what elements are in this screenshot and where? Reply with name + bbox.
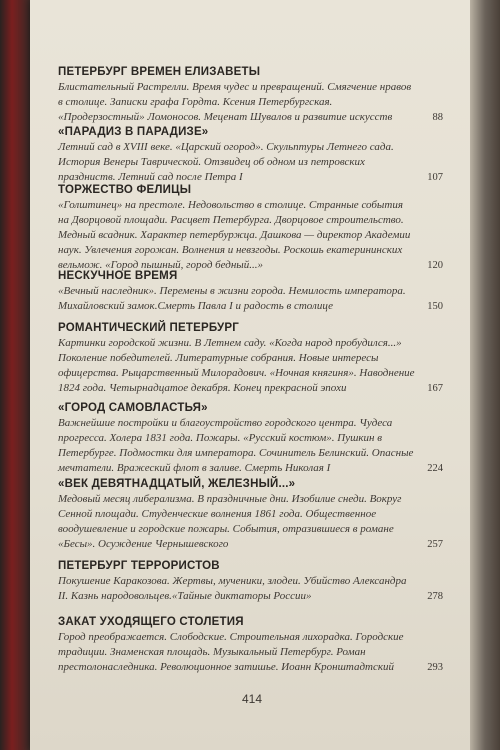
toc-page-number: 167 — [427, 383, 443, 394]
toc-description: Блистательный Растрелли. Время чудес и превращений. Смягчение нравов в столице. Записки графа Гордта. Ксения Петербургская. «Продерзостный» Ломоносов. Меценат Шувалов и развитие искусств 88 — [58, 81, 443, 123]
toc-page-number: 107 — [427, 172, 443, 183]
toc-description: Важнейшие постройки и благоустройство городского центра. Чудеса прогресса. Холера 1831 года. Пожары. «Русский костюм». Пушкин в Петербурге. Подмостки для императора. Сочинитель Белинский. Опасные мечтатели. Вражеский флот в заливе. Смерть Николая I 224 — [58, 417, 443, 474]
toc-entry[interactable] — [58, 270, 443, 314]
toc-heading: «ВЕК ДЕВЯТНАДЦАТЫЙ, ЖЕЛЕЗНЫЙ...» — [58, 478, 296, 490]
toc-description: «Голштинец» на престоле. Недовольство в столице. Странные события на Дворцовой площади. Расцвет Петербурга. Дворцовое строительство. Медный всадник. Характер петербуржца. Дашкова — директор Академии наук. Увлечения горожан. Волнения и невзгоды. Роскошь екатерининских вельмож. «Город пышный, город бедный...» 120 — [58, 199, 443, 271]
toc-page-number: 120 — [427, 260, 443, 271]
toc-heading: «ГОРОД САМОВЛАСТЬЯ» — [58, 402, 208, 414]
toc-entry[interactable] — [58, 402, 443, 476]
page-folio: 414 — [241, 692, 263, 706]
toc-page-number: 293 — [427, 662, 443, 673]
toc-description: Медовый месяц либерализма. В праздничные дни. Изобилие снеди. Вокруг Сенной площади. Студенческие волнения 1861 года. Общественное воодушевление и городские пожары. События, отразившиеся в романе «Бесы». Осуждение Чернышевского 257 — [58, 493, 443, 550]
toc-entry[interactable] — [58, 478, 443, 552]
toc-heading: «ПАРАДИЗ В ПАРАДИЗЕ» — [58, 126, 209, 138]
toc-page-number: 257 — [427, 539, 443, 550]
toc-heading: ЗАКАТ УХОДЯЩЕГО СТОЛЕТИЯ — [58, 616, 244, 628]
toc-description: «Вечный наследник». Перемены в жизни города. Немилость императора. Михайловский замок.Смерть Павла I и радость в столице 150 — [58, 285, 443, 312]
toc-entry[interactable] — [58, 66, 443, 125]
page-stack-edge — [470, 0, 500, 750]
toc-heading: НЕСКУЧНОЕ ВРЕМЯ — [58, 270, 178, 282]
book-cover-edge — [0, 0, 30, 750]
toc-entry[interactable] — [58, 322, 443, 396]
toc-heading: ПЕТЕРБУРГ ВРЕМЕН ЕЛИЗАВЕТЫ — [58, 66, 261, 78]
toc-entry[interactable] — [58, 560, 443, 604]
toc-heading: ПЕТЕРБУРГ ТЕРРОРИСТОВ — [58, 560, 220, 572]
toc-entry[interactable] — [58, 184, 443, 273]
toc-page-number: 150 — [427, 301, 443, 312]
toc-description: Картинки городской жизни. В Летнем саду. «Когда народ пробудился...» Поколение победителей. Литературные собрания. Новые интересы офицерства. Рыцарственный Милорадович. «Ночная княгиня». Наводнение 1824 года. Четырнадцатое декабря. Конец прекрасной эпохи 167 — [58, 337, 443, 394]
toc-heading: ТОРЖЕСТВО ФЕЛИЦЫ — [58, 184, 192, 196]
toc-page-number: 224 — [427, 463, 443, 474]
toc-page-number: 278 — [427, 591, 443, 602]
toc-entry[interactable] — [58, 616, 443, 675]
toc-description: Город преображается. Слободские. Строительная лихорадка. Городские традиции. Знаменская площадь. Музыкальный Петербург. Роман престолонаследника. Революционное затишье. Иоанн Кронштадтский 293 — [58, 631, 443, 673]
toc-description: Летний сад в XVIII веке. «Царский огород». Скульптуры Летнего сада. История Венеры Таврической. Отзвидец об одном из петровских праздниств. Летний сад после Петра I 107 — [58, 141, 443, 183]
toc-heading: РОМАНТИЧЕСКИЙ ПЕТЕРБУРГ — [58, 322, 239, 334]
toc-page-number: 88 — [432, 112, 443, 123]
toc-description: Покушение Каракозова. Жертвы, мученики, злодеи. Убийство Александра II. Казнь народовольцев.«Тайные диктаторы России» 278 — [58, 575, 443, 602]
toc-entry[interactable] — [58, 126, 443, 185]
